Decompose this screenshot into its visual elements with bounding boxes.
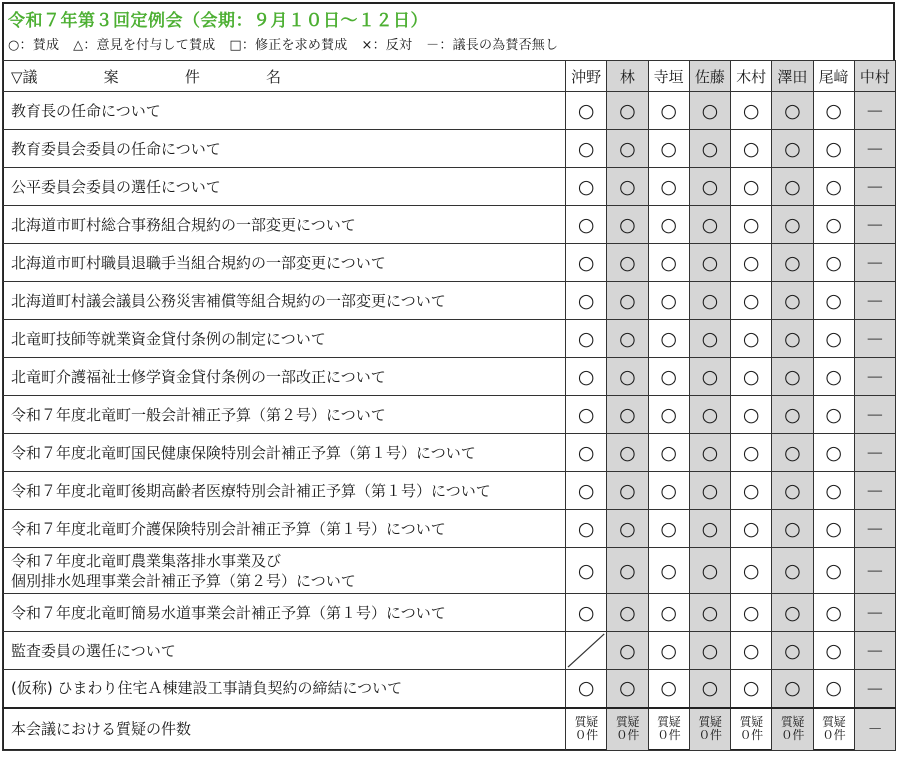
agenda-item-line: 北竜町介護福祉士修学資金貸付条例の一部改正について	[11, 367, 386, 386]
questions-count-cell	[689, 708, 730, 751]
agenda-item-line: (仮称) ひまわり住宅Ａ棟建設工事請負契約の締結について	[11, 679, 403, 698]
vote-cell: ○	[689, 206, 730, 244]
vote-cell: ○	[731, 670, 772, 708]
agenda-item-name	[3, 548, 566, 594]
vote-cell: ○	[731, 594, 772, 632]
vote-cell: ○	[607, 244, 648, 282]
agenda-row	[3, 92, 896, 130]
legend-entry	[8, 38, 69, 53]
vote-cell: ○	[689, 510, 730, 548]
questions-count-cell	[813, 708, 854, 751]
vote-cell: ○	[566, 594, 607, 632]
vote-cell: ○	[607, 206, 648, 244]
vote-cell: ○	[689, 632, 730, 670]
questions-count-cell	[731, 708, 772, 751]
vote-cell: ○	[566, 320, 607, 358]
vote-cell: ○	[813, 548, 854, 594]
vote-cell: ○	[607, 434, 648, 472]
vote-cell: ○	[813, 358, 854, 396]
questions-count-text: 質疑	[615, 715, 639, 730]
agenda-row	[3, 632, 896, 670]
session-title: 令和７年第３回定例会（会期：９月１０日～１２日）	[8, 11, 428, 31]
agenda-row	[3, 244, 896, 282]
vote-cell: ○	[607, 510, 648, 548]
vote-cell: ○	[772, 670, 813, 708]
vote-cell: －	[854, 168, 895, 206]
vote-cell: ○	[731, 510, 772, 548]
legend-text: ：賛成	[19, 38, 60, 53]
agenda-header-char: 案	[103, 67, 119, 86]
questions-count-text: ０件	[822, 728, 846, 743]
vote-cell: ○	[648, 320, 689, 358]
questions-count-cell	[854, 708, 895, 751]
vote-cell: ○	[566, 396, 607, 434]
vote-cell: ○	[689, 92, 730, 130]
vote-cell: ○	[772, 510, 813, 548]
agenda-item-line: 教育委員会委員の任命について	[11, 139, 221, 158]
agenda-item-name	[3, 472, 566, 510]
vote-table	[2, 60, 896, 751]
vote-cell-not-applicable	[566, 632, 607, 670]
vote-cell: ○	[566, 282, 607, 320]
agenda-row	[3, 320, 896, 358]
agenda-item-name	[3, 510, 566, 548]
agenda-item-line: 北海道市町村職員退職手当組合規約の一部変更について	[11, 253, 386, 272]
agenda-item-line: 令和７年度北竜町簡易水道事業会計補正予算（第１号）について	[11, 603, 446, 622]
vote-cell: ○	[813, 472, 854, 510]
questions-count-text: ０件	[574, 728, 598, 743]
vote-cell: ○	[731, 130, 772, 168]
agenda-row	[3, 434, 896, 472]
vote-cell: ○	[648, 168, 689, 206]
agenda-item-name	[3, 92, 566, 130]
vote-cell: －	[854, 548, 895, 594]
questions-count-text: 質疑	[780, 715, 804, 730]
vote-cell: ○	[566, 548, 607, 594]
vote-cell: ○	[689, 320, 730, 358]
vote-cell: －	[854, 206, 895, 244]
vote-cell: ○	[689, 472, 730, 510]
vote-cell: －	[854, 244, 895, 282]
agenda-item-name	[3, 396, 566, 434]
vote-cell: ○	[772, 358, 813, 396]
legend-symbol: ×	[361, 38, 373, 53]
vote-cell: ○	[813, 130, 854, 168]
member-header: 林	[607, 61, 648, 92]
vote-cell: ○	[813, 396, 854, 434]
agenda-row	[3, 206, 896, 244]
agenda-item-line: 個別排水処理事業会計補正予算（第２号）について	[11, 571, 356, 590]
agenda-header-char: ▽議	[11, 67, 38, 86]
agenda-row	[3, 168, 896, 206]
vote-cell: －	[854, 92, 895, 130]
agenda-item-line: 令和７年度北竜町一般会計補正予算（第２号）について	[11, 405, 386, 424]
vote-cell: ○	[772, 632, 813, 670]
vote-cell: ○	[813, 244, 854, 282]
questions-count-text: 質疑	[698, 715, 722, 730]
vote-cell: ○	[731, 396, 772, 434]
vote-cell: ○	[731, 434, 772, 472]
questions-count-cell	[607, 708, 648, 751]
agenda-row	[3, 594, 896, 632]
vote-cell: －	[854, 282, 895, 320]
vote-cell: ○	[566, 130, 607, 168]
vote-cell: ○	[607, 92, 648, 130]
vote-cell: ○	[813, 632, 854, 670]
legend-text: ：反対	[372, 38, 413, 53]
agenda-item-line: 令和７年度北竜町介護保険特別会計補正予算（第１号）について	[11, 519, 446, 538]
vote-cell: ○	[731, 92, 772, 130]
agenda-item-line: 北竜町技師等就業資金貸付条例の制定について	[11, 329, 326, 348]
member-header: 尾﨑	[813, 61, 854, 92]
vote-cell: ○	[607, 548, 648, 594]
vote-cell: ○	[689, 282, 730, 320]
legend-entry	[229, 38, 357, 53]
vote-cell: ○	[772, 282, 813, 320]
vote-cell: ○	[813, 282, 854, 320]
vote-cell: ○	[731, 548, 772, 594]
legend-entry	[73, 38, 225, 53]
member-header: 澤田	[772, 61, 813, 92]
vote-cell: ○	[607, 282, 648, 320]
vote-cell: ○	[813, 510, 854, 548]
vote-cell: ○	[813, 320, 854, 358]
questions-count-text: 質疑	[822, 715, 846, 730]
vote-cell: ○	[648, 244, 689, 282]
vote-cell: ○	[813, 168, 854, 206]
vote-cell: ○	[813, 206, 854, 244]
questions-count-cell	[648, 708, 689, 751]
vote-cell: ○	[648, 510, 689, 548]
agenda-item-line: 北海道市町村総合事務組合規約の一部変更について	[11, 215, 356, 234]
vote-cell: ○	[607, 168, 648, 206]
vote-cell: ○	[772, 130, 813, 168]
vote-cell: ○	[607, 594, 648, 632]
vote-cell: ○	[731, 472, 772, 510]
questions-count-text: ０件	[780, 728, 804, 743]
vote-cell: ○	[772, 320, 813, 358]
vote-cell: ○	[607, 670, 648, 708]
vote-cell: ○	[566, 510, 607, 548]
questions-count-text: ０件	[698, 728, 722, 743]
vote-cell: ○	[772, 396, 813, 434]
member-header: 木村	[731, 61, 772, 92]
vote-cell: ○	[731, 358, 772, 396]
questions-count-label: 本会議における質疑の件数	[3, 708, 566, 751]
vote-cell: ○	[607, 396, 648, 434]
vote-cell: ○	[731, 244, 772, 282]
legend-entry	[426, 38, 568, 53]
agenda-item-name	[3, 670, 566, 708]
vote-cell: －	[854, 632, 895, 670]
member-header: 佐藤	[689, 61, 730, 92]
vote-cell: ○	[689, 594, 730, 632]
agenda-item-line: 北海道町村議会議員公務災害補償等組合規約の一部変更について	[11, 291, 446, 310]
vote-cell: ○	[731, 320, 772, 358]
agenda-row	[3, 510, 896, 548]
vote-cell: ○	[607, 130, 648, 168]
vote-cell: ○	[648, 472, 689, 510]
vote-cell: ○	[648, 548, 689, 594]
agenda-row	[3, 282, 896, 320]
member-header: 沖野	[566, 61, 607, 92]
agenda-item-line: 令和７年度北竜町農業集落排水事業及び	[11, 551, 282, 570]
vote-cell: ○	[813, 92, 854, 130]
vote-cell: ○	[689, 548, 730, 594]
agenda-item-line: 公平委員会委員の選任について	[11, 177, 221, 196]
agenda-item-line: 令和７年度北竜町後期高齢者医療特別会計補正予算（第１号）について	[11, 481, 491, 500]
questions-count-text: ０件	[657, 728, 681, 743]
vote-cell: －	[854, 130, 895, 168]
vote-cell: ○	[689, 670, 730, 708]
vote-cell: ○	[566, 168, 607, 206]
agenda-item-name	[3, 130, 566, 168]
vote-cell: ○	[813, 670, 854, 708]
agenda-row	[3, 548, 896, 594]
agenda-item-name	[3, 206, 566, 244]
legend-symbol: ○	[8, 38, 20, 53]
agenda-row	[3, 358, 896, 396]
questions-count-text: 質疑	[657, 715, 681, 730]
vote-cell: ○	[607, 632, 648, 670]
agenda-row	[3, 396, 896, 434]
vote-cell: ○	[648, 206, 689, 244]
agenda-row	[3, 472, 896, 510]
vote-cell: ○	[648, 358, 689, 396]
questions-count-text: 質疑	[574, 715, 598, 730]
vote-cell: ○	[566, 244, 607, 282]
agenda-item-name	[3, 594, 566, 632]
vote-cell: －	[854, 358, 895, 396]
vote-cell: －	[854, 434, 895, 472]
vote-cell: ○	[772, 168, 813, 206]
vote-cell: ○	[607, 472, 648, 510]
vote-cell: ○	[772, 594, 813, 632]
questions-count-text: －	[867, 719, 883, 738]
vote-cell: －	[854, 594, 895, 632]
vote-cell: ○	[689, 168, 730, 206]
agenda-item-header	[3, 61, 566, 92]
vote-cell: ○	[731, 632, 772, 670]
questions-count-text: ０件	[615, 728, 639, 743]
agenda-row	[3, 670, 896, 708]
vote-cell: ○	[689, 244, 730, 282]
agenda-item-name	[3, 282, 566, 320]
vote-cell: ○	[689, 396, 730, 434]
agenda-item-name	[3, 244, 566, 282]
agenda-row	[3, 130, 896, 168]
vote-cell: －	[854, 510, 895, 548]
questions-count-text: 質疑	[739, 715, 763, 730]
agenda-header-char: 名	[265, 67, 281, 86]
vote-cell: ○	[772, 548, 813, 594]
member-header: 寺垣	[648, 61, 689, 92]
vote-cell: ○	[648, 434, 689, 472]
member-header: 中村	[854, 61, 895, 92]
agenda-item-line: 教育長の任命について	[11, 101, 161, 120]
vote-cell: ○	[648, 670, 689, 708]
vote-cell: ○	[607, 320, 648, 358]
vote-cell: ○	[566, 92, 607, 130]
questions-count-text: ０件	[739, 728, 763, 743]
agenda-item-name	[3, 358, 566, 396]
vote-cell: ○	[772, 434, 813, 472]
vote-cell: ○	[731, 168, 772, 206]
vote-cell: ○	[566, 472, 607, 510]
table-header-row	[3, 61, 896, 92]
vote-cell: ○	[731, 282, 772, 320]
questions-count-row	[3, 708, 896, 751]
legend-entry	[361, 38, 422, 53]
diagonal-slash-icon	[566, 632, 606, 669]
vote-cell: －	[854, 396, 895, 434]
vote-cell: ○	[566, 206, 607, 244]
vote-cell: ○	[772, 206, 813, 244]
vote-cell: ○	[813, 594, 854, 632]
vote-cell: －	[854, 320, 895, 358]
vote-cell: ○	[689, 130, 730, 168]
legend-text: ：修正を求め賛成	[241, 38, 348, 53]
questions-count-cell	[772, 708, 813, 751]
vote-cell: ○	[648, 632, 689, 670]
vote-cell: ○	[689, 358, 730, 396]
vote-cell: ○	[648, 594, 689, 632]
legend-text: ：意見を付与して賛成	[83, 38, 216, 53]
agenda-header-char: 件	[184, 67, 200, 86]
vote-cell: ○	[648, 92, 689, 130]
vote-cell: ○	[566, 358, 607, 396]
agenda-item-line: 監査委員の選任について	[11, 641, 176, 660]
vote-cell: ○	[566, 670, 607, 708]
vote-cell: ○	[772, 472, 813, 510]
vote-cell: ○	[731, 206, 772, 244]
agenda-item-name	[3, 320, 566, 358]
agenda-item-name	[3, 632, 566, 670]
agenda-item-line: 令和７年度北竜町国民健康保険特別会計補正予算（第１号）について	[11, 443, 476, 462]
agenda-item-name	[3, 168, 566, 206]
vote-cell: ○	[813, 434, 854, 472]
vote-cell: ○	[648, 396, 689, 434]
vote-legend	[8, 34, 572, 53]
vote-cell: ○	[772, 244, 813, 282]
vote-cell: ○	[772, 92, 813, 130]
vote-cell: －	[854, 472, 895, 510]
legend-symbol: □	[229, 38, 242, 53]
legend-symbol: △	[73, 38, 84, 53]
questions-count-cell	[566, 708, 607, 751]
agenda-item-name	[3, 434, 566, 472]
legend-text: ：議長の為賛否無し	[439, 38, 559, 53]
vote-cell: ○	[648, 130, 689, 168]
vote-cell: ○	[566, 434, 607, 472]
vote-cell: －	[854, 670, 895, 708]
legend-symbol: －	[426, 38, 440, 53]
vote-cell: ○	[607, 358, 648, 396]
vote-cell: ○	[648, 282, 689, 320]
vote-cell: ○	[689, 434, 730, 472]
